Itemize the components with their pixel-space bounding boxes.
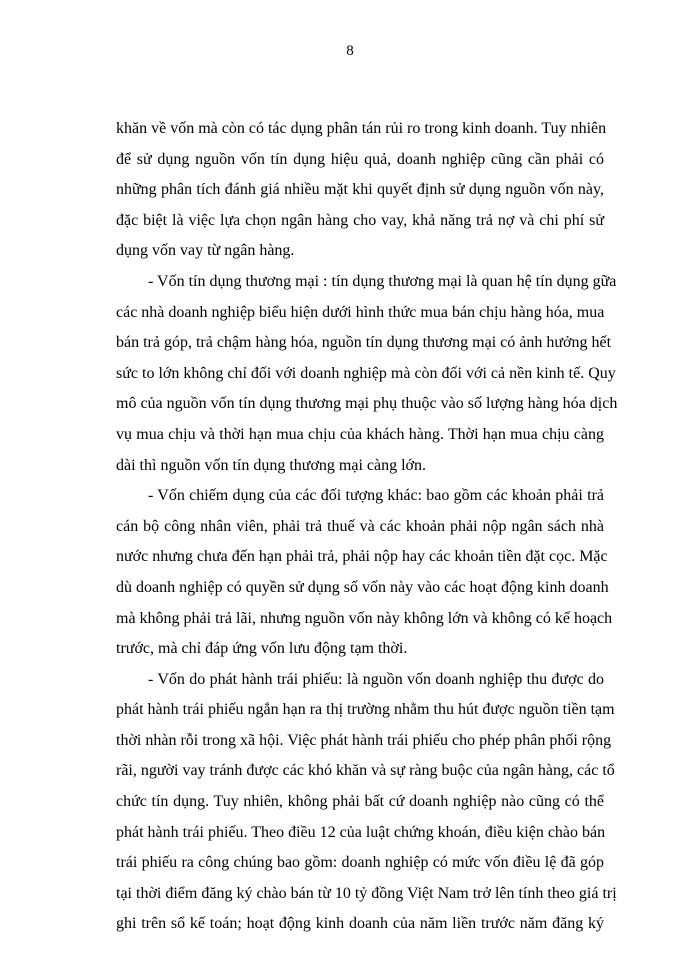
text-line: mà không phải trả lãi, nhưng nguồn vốn này không lớn và không có kế hoạch [116, 609, 613, 627]
text-line: - Vốn tín dụng thương mại : tín dụng thương mại là quan hệ tín dụng gữa [148, 272, 617, 290]
text-line: thời nhàn rỗi trong xã hội. Việc phát hành trái phiếu cho phép phân phối rộng [116, 731, 612, 749]
text-line: tại thời điểm đăng ký chào bán từ 10 tỷ đồng Việt Nam trở lên tính theo giá trị [116, 884, 617, 902]
text-line: các nhà doanh nghiệp biểu hiện dưới hình thức mua bán chịu hàng hóa, mua [116, 303, 605, 321]
paragraph-bank-loans-cont [116, 114, 607, 267]
paragraph-bond-issuance [116, 665, 617, 940]
page-number: 8 [346, 43, 354, 59]
text-line: những phân tích đánh giá nhiều mặt khi quyết định sử dụng nguồn vốn này, [116, 181, 604, 199]
text-line: đặc biệt là việc lựa chọn ngân hàng cho vay, khả năng trả nợ và chi phí sử [116, 211, 604, 229]
text-line: rãi, người vay tránh được các khó khăn và sự ràng buộc của ngân hàng, các tổ [116, 762, 615, 780]
text-line: chức tín dụng. Tuy nhiên, không phải bất cứ doanh nghiệp nào cũng có thể [116, 793, 604, 811]
text-line: phát hành trái phiếu. Theo điều 12 của luật chứng khoán, điều kiện chào bán [116, 823, 606, 841]
text-line: bán trả góp, trả chậm hàng hóa, nguồn tín dụng thương mại có ảnh hưởng hết [116, 334, 612, 352]
paragraph-trade-credit [116, 267, 618, 481]
text-line: trước, mà chỉ đáp ứng vốn lưu động tạm thời. [116, 640, 408, 658]
paragraph-appropriated-capital [116, 481, 613, 665]
text-line: vụ mua chịu và thời hạn mua chịu của khách hàng. Thời hạn mua chịu càng [116, 425, 604, 443]
text-line: phát hành trái phiếu ngắn hạn ra thị trường nhằm thu hút được nguồn tiền tạm [116, 701, 615, 719]
text-line: ghi trên sổ kế toán; hoạt động kinh doanh của năm liền trước năm đăng ký [116, 915, 604, 933]
text-line: mô của nguồn vốn tín dụng thương mại phụ thuộc vào số lượng hàng hóa dịch [116, 395, 618, 413]
text-line: trái phiếu ra công chúng bao gồm: doanh nghiệp có mức vốn điều lệ đã góp [116, 854, 604, 872]
body-text [116, 114, 618, 940]
text-line: sức to lớn không chỉ đối với doanh nghiệp mà còn đối với cả nền kinh tế. Quy [116, 364, 616, 382]
text-line: nước nhưng chưa đến hạn phải trả, phải nộp hay các khoản tiền đặt cọc. Mặc [116, 548, 608, 566]
text-line: cán bộ công nhân viên, phải trả thuế và các khoản phải nộp ngân sách nhà [116, 517, 604, 535]
text-line: dụng vốn vay từ ngân hàng. [116, 242, 295, 260]
text-line: dài thì nguồn vốn tín dụng thương mại càng lớn. [116, 456, 427, 474]
text-line: - Vốn do phát hành trái phiếu: là nguồn vốn doanh nghiệp thu được do [148, 670, 604, 688]
text-line: để sử dụng nguồn vốn tín dụng hiệu quả, doanh nghiệp cũng cần phải có [116, 150, 604, 168]
text-line: khăn về vốn mà còn có tác dụng phân tán rủi ro trong kinh doanh. Tuy nhiên [116, 120, 607, 137]
text-line: - Vốn chiếm dụng của các đối tượng khác: bao gồm các khoản phải trả [148, 487, 604, 505]
text-line: dù doanh nghiệp có quyền sử dụng số vốn này vào các hoạt động kinh doanh [116, 578, 609, 596]
